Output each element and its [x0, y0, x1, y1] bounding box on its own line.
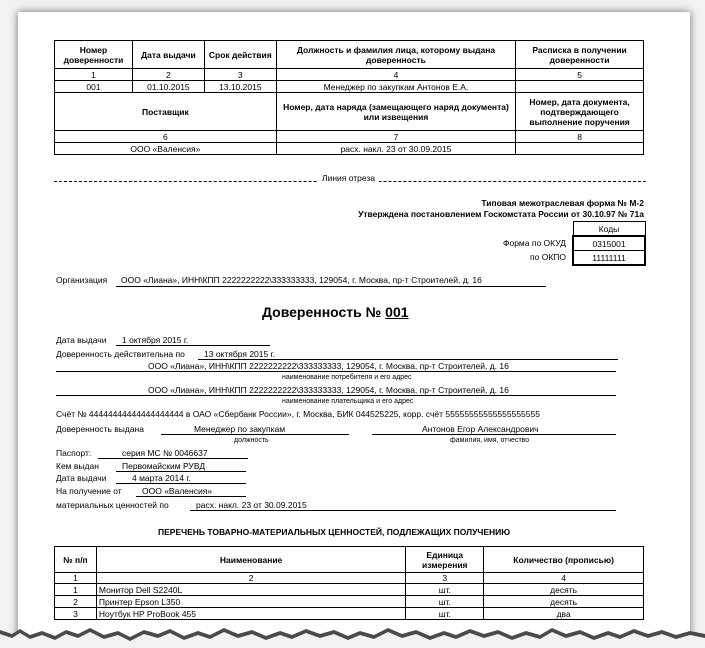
- passport-date-underline: [116, 483, 246, 484]
- item-name: Принтер Epson L350: [96, 596, 405, 608]
- consumer-underline: [56, 371, 616, 372]
- item-num: 2: [55, 596, 97, 608]
- org-value: ООО «Лиана», ИНН\КПП 2222222222\333333333, 129054, г. Москва, пр-т Строителей, д. 16: [121, 275, 482, 285]
- item-num: 1: [55, 584, 97, 596]
- doc-number: 001: [385, 304, 409, 320]
- items-table: [54, 546, 644, 620]
- th-order-number: Номер, дата наряда (замещающего наряд документа) или извещения: [276, 93, 515, 131]
- item-name: Ноутбук HP ProBook 455: [96, 608, 405, 620]
- th-number: Номер доверенности: [55, 41, 133, 69]
- item-qty: два: [484, 608, 644, 620]
- passport-underline: [98, 458, 248, 459]
- cell-order-number: расх. накл. 23 от 30.09.2015: [276, 143, 515, 155]
- item-unit: шт.: [406, 584, 484, 596]
- issued-to-label: Доверенность выдана: [56, 424, 144, 434]
- valid-underline: [198, 359, 618, 360]
- num-cell: 6: [55, 131, 277, 143]
- valid-value: 13 октября 2015 г.: [204, 349, 276, 359]
- list-title: ПЕРЕЧЕНЬ ТОВАРНО-МАТЕРИАЛЬНЫХ ЦЕННОСТЕЙ, ПОДЛЕЖАЩИХ ПОЛУЧЕНИЮ: [158, 527, 511, 537]
- position-caption: должность: [234, 437, 269, 444]
- fio-value: Антонов Егор Александрович: [422, 424, 539, 434]
- okpo-label: по ОКПО: [530, 252, 566, 262]
- doc-title: [262, 304, 409, 320]
- item-unit: шт.: [406, 596, 484, 608]
- issue-date-underline: [116, 345, 270, 346]
- num-cell: 7: [276, 131, 515, 143]
- item-num: 3: [55, 608, 97, 620]
- item-name: Монитор Dell S2240L: [96, 584, 405, 596]
- passport-value: серия МС № 0046637: [122, 448, 208, 458]
- torn-edge-decoration: [0, 622, 705, 648]
- receive-underline: [136, 496, 246, 497]
- num-cell: 5: [516, 69, 644, 81]
- position-underline: [161, 434, 349, 435]
- org-underline: [116, 286, 546, 287]
- th-confirm-doc: Номер, дата документа, подтверждающего выполнение поручения: [516, 93, 644, 131]
- okud-label: Форма по ОКУД: [503, 238, 566, 248]
- num-cell: 2: [132, 69, 204, 81]
- th-supplier: Поставщик: [55, 93, 277, 131]
- document-sheet: [18, 12, 690, 648]
- org-label: Организация: [56, 275, 108, 285]
- num-cell: 8: [516, 131, 644, 143]
- account-value: Счёт № 44444444444444444444 в ОАО «Сбербанк России», г. Москва, БИК 044525225, корр. счёт 55555555555555555555: [56, 409, 540, 419]
- okud-value: 0315001: [573, 236, 645, 251]
- th-receipt: Расписка в получении доверенности: [516, 41, 644, 69]
- passport-date-value: 4 марта 2014 г.: [132, 473, 191, 483]
- th-validity: Срок действия: [204, 41, 276, 69]
- values-underline: [190, 510, 616, 511]
- num-cell: 1: [55, 69, 133, 81]
- cell-confirm-doc: [516, 143, 644, 155]
- th-item-qty: Количество (прописью): [484, 547, 644, 573]
- position-value: Менеджер по закупкам: [194, 424, 286, 434]
- issued-by-underline: [116, 471, 246, 472]
- top-table: [54, 40, 644, 155]
- item-qty: десять: [484, 596, 644, 608]
- th-issue-date: Дата выдачи: [132, 41, 204, 69]
- table-row: [55, 584, 644, 596]
- issue-date-label: Дата выдачи: [56, 335, 107, 345]
- cell-supplier: ООО «Валенсия»: [55, 143, 277, 155]
- num-cell: 4: [484, 573, 644, 584]
- issue-date-value: 1 октября 2015 г.: [122, 335, 189, 345]
- item-qty: десять: [484, 584, 644, 596]
- table-row: [55, 608, 644, 620]
- num-cell: 3: [204, 69, 276, 81]
- cell-position-name: Менеджер по закупкам Антонов Е.А.: [276, 81, 515, 93]
- fio-underline: [372, 434, 616, 435]
- passport-date-label: Дата выдачи: [56, 473, 107, 483]
- cell-validity: 13.10.2015: [204, 81, 276, 93]
- payer-value: ООО «Лиана», ИНН\КПП 2222222222\333333333, 129054, г. Москва, пр-т Строителей, д. 16: [148, 385, 509, 395]
- payer-underline: [56, 395, 616, 396]
- cell-number: 001: [55, 81, 133, 93]
- fio-caption: фамилия, имя, отчество: [450, 437, 530, 444]
- num-cell: 1: [55, 573, 97, 584]
- issued-by-label: Кем выдан: [56, 461, 99, 471]
- cut-line-label: Линия отреза: [318, 173, 379, 183]
- values-label: материальных ценностей по: [56, 500, 169, 510]
- consumer-caption: наименование потребителя и его адрес: [282, 374, 412, 381]
- num-cell: 3: [406, 573, 484, 584]
- valid-label: Доверенность действительна по: [56, 349, 185, 359]
- cell-issue-date: 01.10.2015: [132, 81, 204, 93]
- table-row: [55, 596, 644, 608]
- doc-title-text: Доверенность №: [262, 304, 382, 320]
- form-title: Типовая межотраслевая форма № М-2: [481, 198, 644, 208]
- passport-label: Паспорт:: [56, 448, 92, 458]
- form-approved: Утверждена постановлением Госкомстата России от 30.10.97 № 71а: [358, 209, 644, 219]
- th-item-unit: Единица измерения: [406, 547, 484, 573]
- codes-header: Коды: [573, 222, 645, 237]
- num-cell: 4: [276, 69, 515, 81]
- th-item-num: № п/п: [55, 547, 97, 573]
- th-item-name: Наименование: [96, 547, 405, 573]
- codes-table: [572, 221, 646, 266]
- item-unit: шт.: [406, 608, 484, 620]
- issued-by-value: Первомайским РУВД: [122, 461, 206, 471]
- receive-label: На получение от: [56, 486, 122, 496]
- th-position-name: Должность и фамилия лица, которому выдана доверенность: [276, 41, 515, 69]
- num-cell: 2: [96, 573, 405, 584]
- values-doc: расх. накл. 23 от 30.09.2015: [196, 500, 307, 510]
- consumer-value: ООО «Лиана», ИНН\КПП 2222222222\333333333, 129054, г. Москва, пр-т Строителей, д. 16: [148, 361, 509, 371]
- payer-caption: наименование плательщика и его адрес: [282, 398, 414, 405]
- cell-receipt: [516, 81, 644, 93]
- receive-value: ООО «Валенсия»: [142, 486, 213, 496]
- okpo-value: 11111111: [573, 251, 645, 266]
